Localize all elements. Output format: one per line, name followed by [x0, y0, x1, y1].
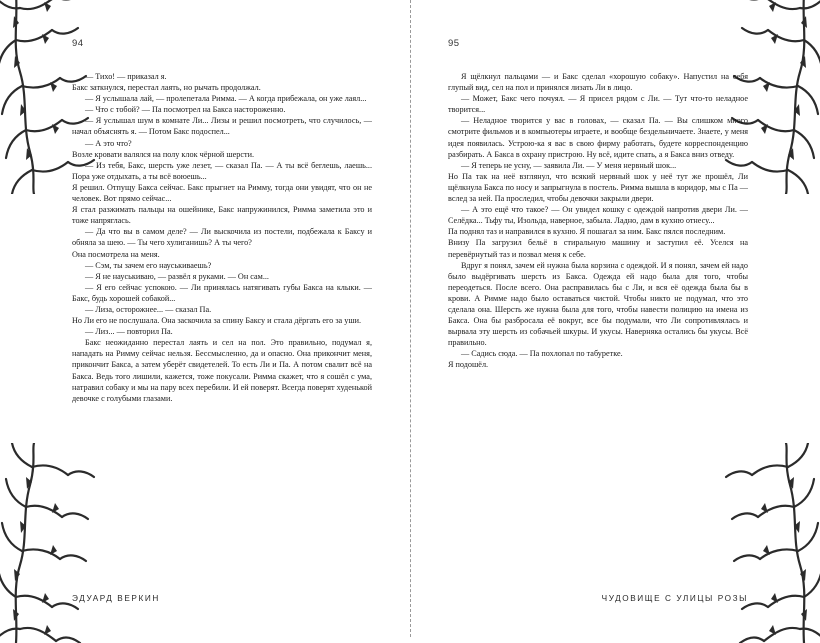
page-body-text — [448, 71, 748, 580]
paragraph: Я подошёл. — [448, 360, 489, 370]
paragraph: Бакс заткнулся, перестал лаять, но рычать продолжал. — [72, 83, 261, 93]
paragraph: — Садись сюда. — Па похлопал по табуретке. — [461, 349, 623, 359]
right-page — [410, 0, 820, 637]
page-number: 94 — [72, 38, 84, 49]
paragraph: — Может, Бакс чего почуял. — Я присел рядом с Ли. — Тут что-то неладное творится... — [448, 94, 748, 115]
running-head-title: ЧУДОВИЩЕ С УЛИЦЫ РОЗЫ — [601, 594, 748, 603]
page-body-text — [72, 71, 372, 580]
paragraph: — Тихо! — приказал я. — [85, 72, 167, 81]
paragraph: — Я теперь не усну, — заявила Ли. — У меня нервный шок... — [461, 160, 677, 170]
paragraph: Я щёлкнул пальцами — и Бакс сделал «хорошую собаку». Напустил на себя глупый вид, сел на пол и принялся лизать Ли в лицо. — [448, 72, 748, 93]
paragraph: — Из тебя, Бакс, шерсть уже лезет, — сказал Па. — А ты всё беглешь, лаешь... Пора уже отдыхать, а ты всё воюешь... — [72, 160, 372, 181]
running-head-author: ЭДУАРД ВЕРКИН — [72, 594, 160, 603]
paragraph: — Сэм, ты зачем его науськиваешь? — [85, 260, 212, 270]
paragraph: — А это что? — [85, 138, 132, 148]
paragraph: — А это ещё что такое? — Он увидел кошку с одеждой напротив двери Ли. — Селёдка... Тьфу ты, Изольда, наверное, забыла. Ладно, дам в кухню отнесу... — [448, 205, 748, 226]
paragraph: Внизу Па загрузил бельё в стиральную машину и заступил её. Уселся на перевёрнутый таз и позвал меня к себе. — [448, 238, 748, 259]
paragraph: — Лиз... — повторил Па. — [85, 327, 173, 337]
paragraph: Вдруг я понял, зачем ей нужна была корзина с одеждой. И я понял, зачем ей надо было выдёргивать шерсть из Бакса. Одежда ей надо была для того, чтобы переодеться. После всего. Она расправилась бы с Ли, и вся её одежда была бы в крови. А Римме надо было оставаться чистой. Чтобы никто не подумал, что это сделала она. Шерсть же нужна была для того, чтобы навести полицию на имена из Бакса. Она бы разбросала её вокруг, все бы подумали, что Ли сопротивлялась и вырвала эту шерсть из собачьей шкуры. И укусы. Наверняка остались бы укусы. Всё правильно. — [448, 260, 748, 348]
page-number: 95 — [448, 38, 460, 49]
paragraph: Возле кровати валялся на полу клок чёрной шерсти. — [72, 149, 255, 159]
paragraph: — Я его сейчас успокою. — Ли принялась натягивать губы Бакса на клыки. — Бакс, будь хорошей собакой... — [72, 282, 372, 303]
paragraph: — Я услышал шум в комнате Ли... Лизы и решил посмотреть, что случилось, — начал объяснять я. — Потом Бакс подоспел... — [72, 116, 372, 137]
page-fold-line — [410, 0, 411, 637]
paragraph: Я стал разжимать пальцы на ошейнике, Бакс напружинился, Римма заметила это и тоже напряглась. — [72, 205, 372, 226]
paragraph: Я решил. Отпущу Бакса сейчас. Бакс прыгнет на Римму, тогда они увидят, что он не человек. Вот прямо сейчас... — [72, 182, 372, 204]
paragraph: — Да что вы в самом деле? — Ли выскочила из постели, подбежала к Баксу и обняла за шею. — Ты чего хулиганишь? А ты чего? — [72, 227, 372, 248]
paragraph: Она посмотрела на меня. — [72, 249, 160, 259]
paragraph: Но Ли его не послушала. Она заскочила за спину Баксу и стала дёргать его за уши. — [72, 316, 362, 326]
paragraph: Па поднял таз и направился в кухню. Я пошагал за ним. Бакс пялся последним. — [448, 227, 726, 237]
left-page — [0, 0, 410, 637]
paragraph: Но Па так на неё взглянул, что всякий нервный шок у неё тут же прошёл, Ли щёлкнула Бакса по носу и запрыгнула в постель. Римма вышла в коридор, мы с Па — вслед за ней. Па проследил, чтобы девочки закрыли двери. — [448, 171, 748, 204]
paragraph: — Неладное творится у вас в головах, — сказал Па. — Вы слишком много смотрите фильмов и в компьютеры играете, и вообще бездельничаете. Знаете, у меня идея появилась. Устрою-ка я вас в свою фирму работать, будете корреспонденцию разбирать. А Бакса в охрану пристрою. Ну всё, идите спать, а я Бакса вниз отведу. — [448, 116, 748, 159]
paragraph: — Я услышала лай, — пролепетала Римма. — А когда прибежала, он уже лаял... — [85, 94, 367, 104]
paragraph: — Я не науськиваю, — развёл я руками. — Он сам... — [85, 271, 269, 281]
paragraph: — Что с тобой? — Па посмотрел на Бакса настороженно. — [85, 105, 286, 115]
paragraph: — Лиза, осторожнее... — сказал Па. — [85, 304, 212, 314]
paragraph: Бакс неожиданно перестал лаять и сел на пол. Это правильно, подумал я, нападать на Римму сейчас нельзя. Бессмысленно, да и опасно. Она прикончит меня, прикончит Бакса, а затем уберёт свидетелей. То есть Ли и Па. А потом свалит всё на Бакса. Ведь того лишили, кажется, тоже покусали. Римма скажет, что я сошёл с ума, натравил собаку и мы на пару всех перебили. И ей поверят. Всегда поверят худенькой девочке с голубыми глазами. — [72, 338, 372, 403]
